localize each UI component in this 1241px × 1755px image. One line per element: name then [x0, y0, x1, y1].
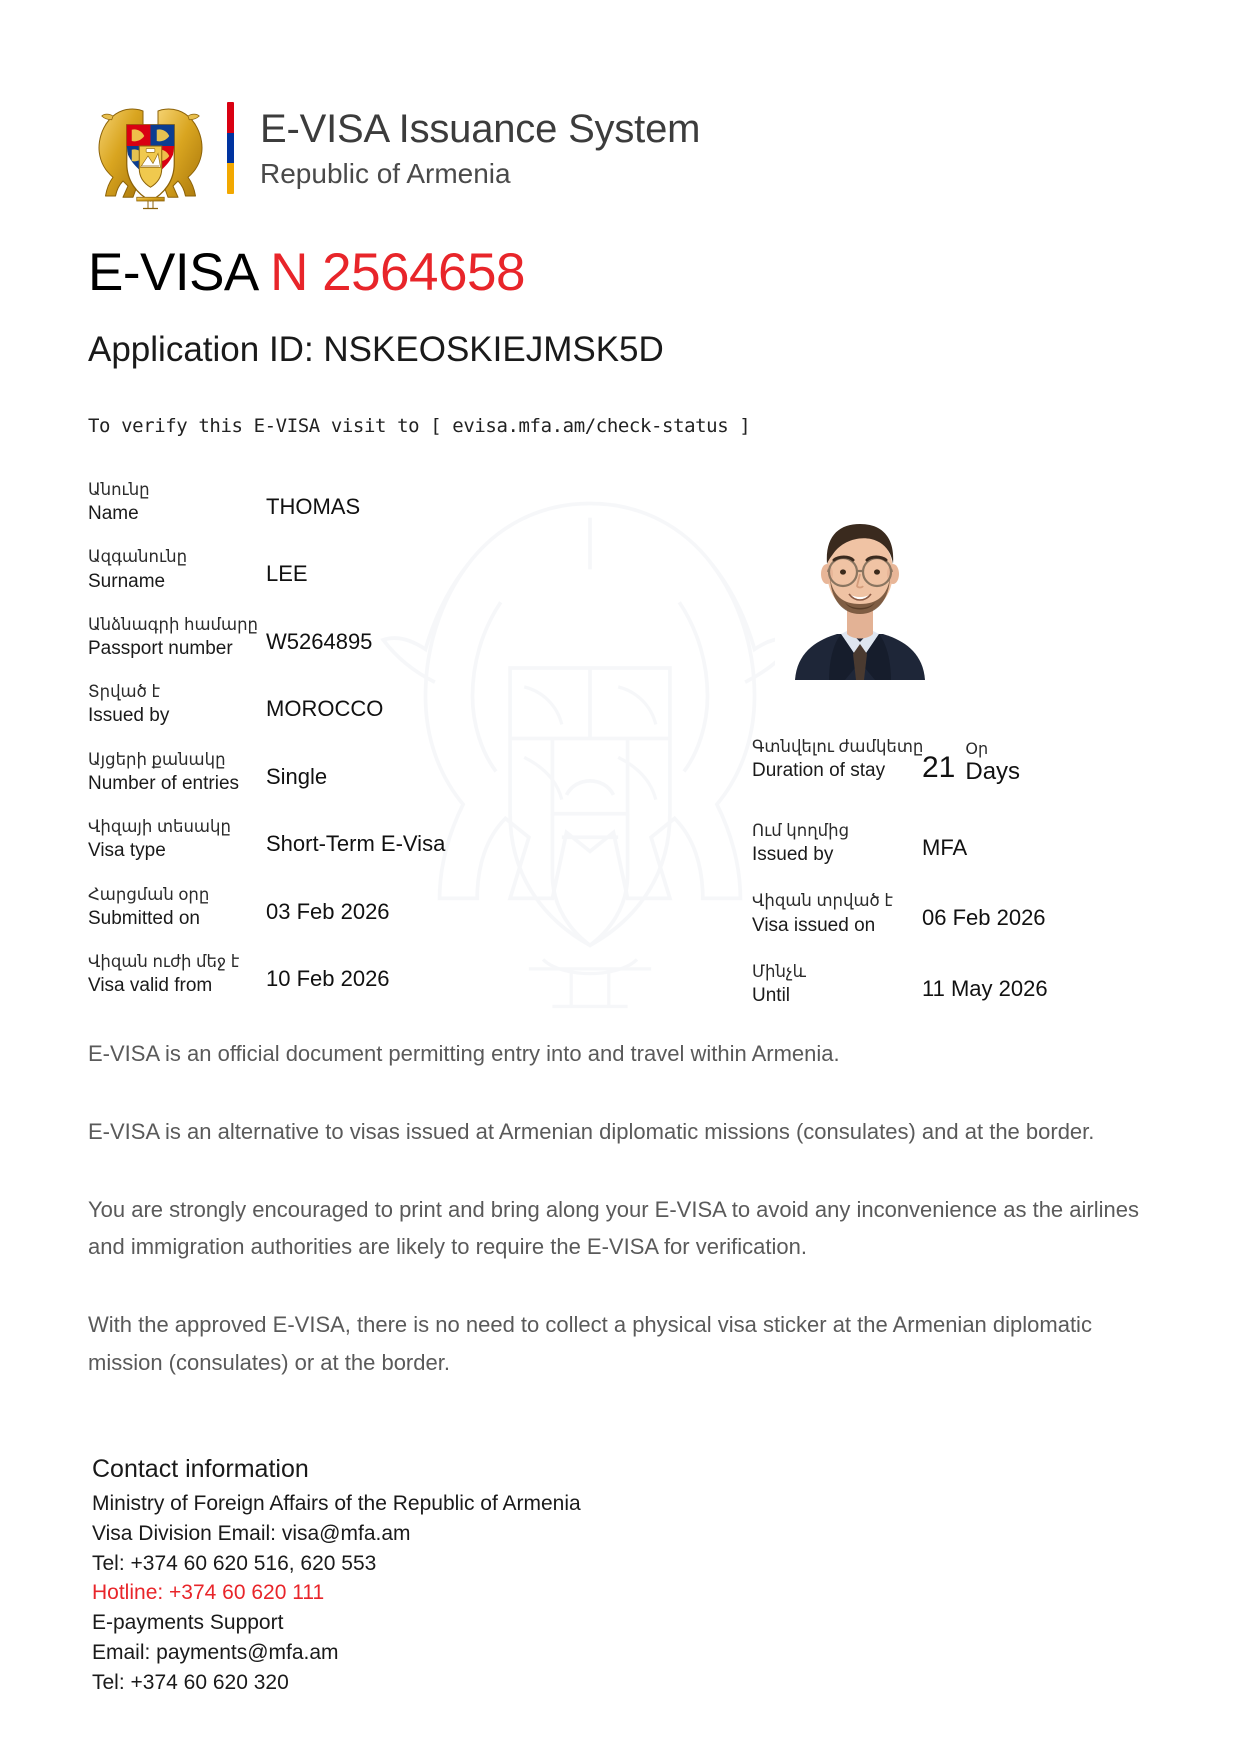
field-valid-until — [752, 960, 1172, 1008]
field-issued-by-country-value: MOROCCO — [266, 696, 384, 722]
system-subtitle: Republic of Armenia — [260, 157, 511, 189]
contact-title: Contact information — [92, 1455, 309, 1483]
visa-notes — [88, 1035, 1158, 1422]
armenia-flag-bar — [227, 102, 234, 194]
field-passport-number-value: W5264895 — [266, 628, 373, 654]
field-issuing-authority-label: Ում կողմից Issued by — [752, 821, 850, 866]
field-duration-of-stay-label: Գտնվելու ժամկետը Duration of stay — [752, 738, 924, 782]
field-visa-issued-on-label: Վիզան տրված է Visa issued on — [752, 892, 893, 936]
visa-number: 2564658 — [322, 243, 525, 302]
field-passport-number-label: Անձնագրի համարը Passport number — [88, 615, 258, 659]
visa-fields-right — [752, 735, 1172, 1027]
contact-epayments-email: Email: payments@mfa.am — [92, 1641, 339, 1665]
contact-information — [92, 1455, 581, 1698]
field-submitted-on — [88, 883, 648, 931]
field-visa-type — [88, 815, 648, 863]
field-name-label: Անունը Name — [88, 481, 150, 525]
field-duration-of-stay — [752, 735, 1172, 785]
field-visa-type-label: Վիզայի տեսակը Visa type — [88, 818, 231, 862]
document-header — [88, 88, 700, 208]
field-visa-issued-on — [752, 889, 1172, 937]
field-issued-by-country — [88, 680, 648, 728]
armenia-coat-of-arms-icon — [88, 86, 213, 211]
field-surname — [88, 545, 648, 593]
application-id-value: NSKEOSKIEJMSK5D — [323, 330, 664, 369]
field-name-value: THOMAS — [266, 494, 361, 519]
field-passport-number — [88, 613, 648, 661]
field-name — [88, 478, 648, 526]
verify-instruction: To verify this E-VISA visit to [ evisa.mfa.am/check-status ] — [88, 415, 751, 437]
visa-number-label: N — [270, 243, 308, 302]
visa-title-prefix: E-VISA — [88, 243, 256, 302]
contact-epayments-title: E-payments Support — [92, 1611, 284, 1635]
field-number-of-entries-label: Այցերի քանակը Number of entries — [88, 750, 240, 794]
contact-tel: Tel: +374 60 620 516, 620 553 — [92, 1551, 377, 1575]
field-visa-issued-on-value: 06 Feb 2026 — [922, 905, 1046, 931]
field-number-of-entries-value: Single — [266, 763, 328, 789]
system-title: E-VISA Issuance System — [260, 106, 701, 151]
field-duration-of-stay-value — [922, 735, 1020, 785]
application-id — [88, 330, 664, 370]
contact-epayments-tel: Tel: +374 60 620 320 — [92, 1670, 289, 1694]
duration-unit: Օր Days — [965, 741, 1021, 785]
field-visa-valid-from-value: 10 Feb 2026 — [266, 965, 390, 991]
visa-fields-left — [88, 478, 648, 1017]
contact-hotline: Hotline: +374 60 620 111 — [92, 1581, 325, 1605]
page-title — [88, 242, 525, 303]
field-surname-label: Ազգանունը Surname — [88, 548, 188, 592]
field-visa-valid-from-label: Վիզան ուժի մեջ է Visa valid from — [88, 952, 240, 997]
note-paragraph: E-VISA is an alternative to visas issued at Armenian diplomatic missions (consulates) and at the border. — [88, 1118, 1095, 1144]
field-issued-by-country-label: Տրված է Issued by — [88, 683, 170, 727]
application-id-label: Application ID: — [88, 330, 314, 369]
field-issuing-authority — [752, 819, 1172, 867]
field-submitted-on-label: Հարցման օրը Submitted on — [88, 885, 210, 929]
note-paragraph: With the approved E-VISA, there is no need to collect a physical visa sticker at the Armenian diplomatic mission (consulates) or at the border. — [88, 1312, 1092, 1376]
contact-visa-email: Visa Division Email: visa@mfa.am — [92, 1521, 411, 1545]
field-number-of-entries — [88, 748, 648, 796]
field-visa-type-value: Short-Term E-Visa — [266, 831, 446, 857]
contact-ministry: Ministry of Foreign Affairs of the Republic of Armenia — [92, 1492, 581, 1515]
duration-number: 21 — [922, 750, 956, 784]
applicant-photo — [775, 484, 945, 680]
field-submitted-on-value: 03 Feb 2026 — [266, 898, 390, 924]
field-valid-until-value: 11 May 2026 — [922, 975, 1048, 1001]
field-valid-until-label: Մինչև Until — [752, 962, 807, 1006]
field-issuing-authority-value: MFA — [922, 834, 968, 860]
note-paragraph: E-VISA is an official document permitting entry into and travel within Armenia. — [88, 1041, 840, 1066]
field-visa-valid-from — [88, 950, 648, 998]
field-surname-value: LEE — [266, 561, 308, 587]
note-paragraph: You are strongly encouraged to print and bring along your E-VISA to avoid any inconvenience as the airlines and immigration authorities are likely to require the E-VISA for verification. — [88, 1196, 1139, 1260]
